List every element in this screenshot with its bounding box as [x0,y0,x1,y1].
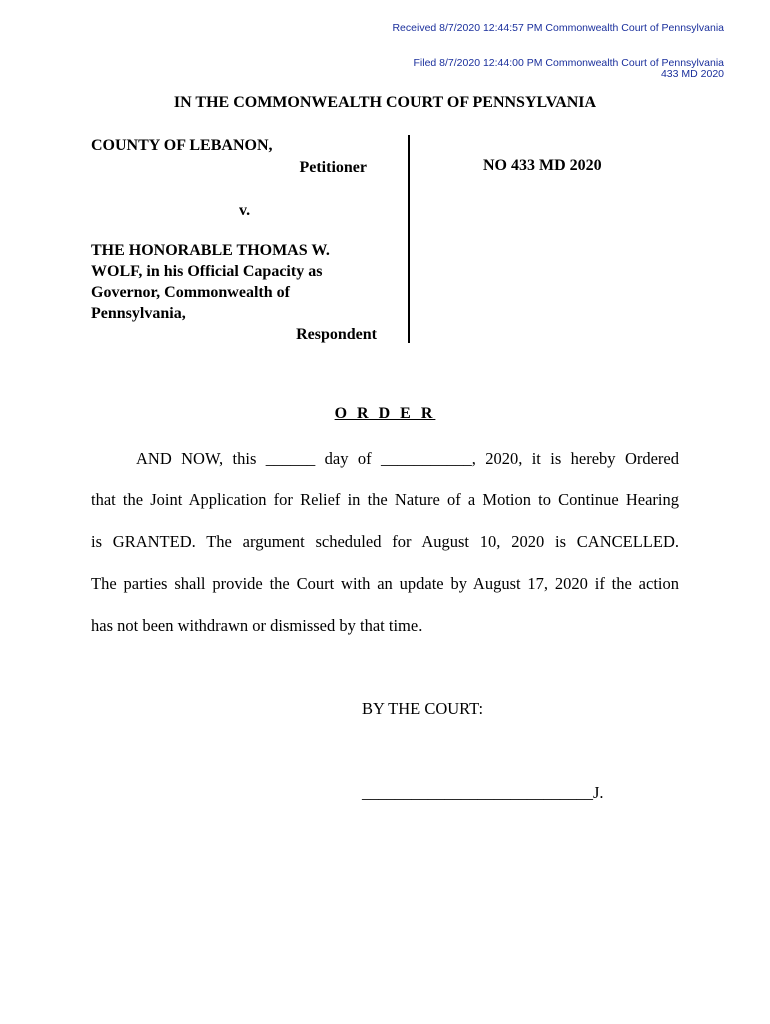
filed-stamp-docket: 433 MD 2020 [660,68,724,80]
petitioner-role: Petitioner [299,159,367,176]
court-title: IN THE COMMONWEALTH COURT OF PENNSYLVANIA [173,94,597,111]
order-line: has not been withdrawn or dismissed by that time. [91,616,423,635]
signature-line: ____________________________J. [362,783,604,802]
order-line: is GRANTED. The argument scheduled for August 10, 2020 is CANCELLED. [91,532,679,551]
respondent-line: THE HONORABLE THOMAS W. [91,242,330,259]
respondent-role: Respondent [296,326,377,343]
by-the-court: BY THE COURT: [362,699,484,718]
petitioner-name: COUNTY OF LEBANON, [91,137,273,154]
received-stamp [392,23,724,34]
respondent-line: Governor, Commonwealth of [91,284,290,301]
order-line: that the Joint Application for Relief in the Nature of a Motion to Continue Hearing [91,490,679,509]
order-heading [0,405,770,423]
order-heading-text: O R D E R [334,405,436,422]
caption-divider [408,135,410,343]
order-line: AND NOW, this ______ day of ___________, 2020, it is hereby Ordered [136,449,679,468]
received-stamp-text: Received 8/7/2020 12:44:57 PM Commonwealth Court of Pennsylvania [392,22,724,34]
versus-label: v. [239,202,251,219]
order-line: The parties shall provide the Court with an update by August 17, 2020 if the action [91,574,679,593]
respondent-line: WOLF, in his Official Capacity as [91,263,323,280]
filed-stamp-text: Filed 8/7/2020 12:44:00 PM Commonwealth Court of Pennsylvania [413,57,724,69]
docket-number: NO 433 MD 2020 [483,157,602,174]
respondent-line: Pennsylvania, [91,305,186,322]
filed-stamp [413,58,724,80]
